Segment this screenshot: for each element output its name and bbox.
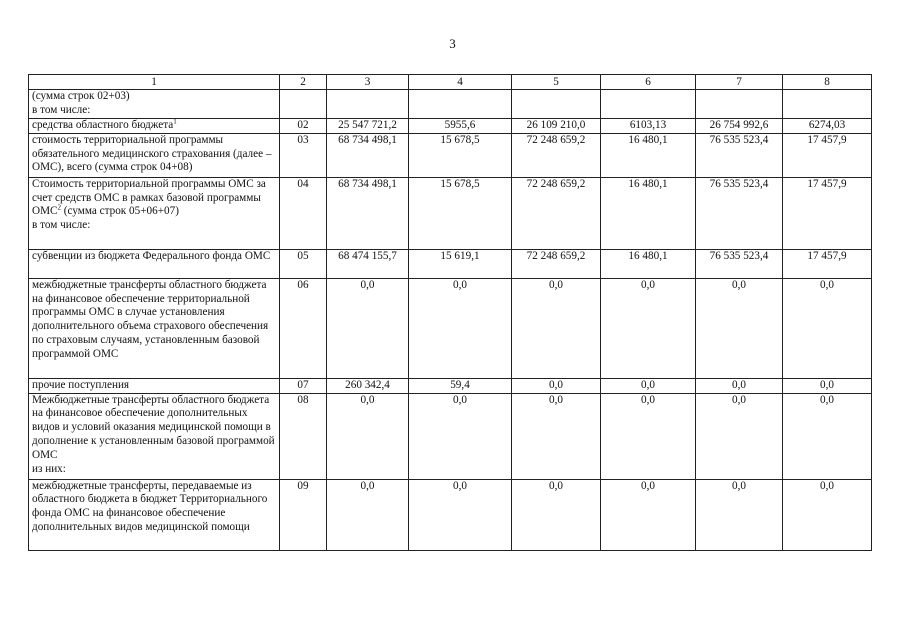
value-cell bbox=[783, 90, 872, 119]
value-cell: 0,0 bbox=[696, 378, 783, 393]
value-cell: 0,0 bbox=[601, 378, 696, 393]
row-label: (сумма строк 02+03) в том числе: bbox=[29, 90, 280, 119]
row-code: 03 bbox=[280, 133, 327, 177]
value-cell: 0,0 bbox=[512, 393, 601, 479]
value-cell: 76 535 523,4 bbox=[696, 249, 783, 278]
value-cell: 0,0 bbox=[696, 393, 783, 479]
table-row bbox=[29, 90, 872, 119]
table-row bbox=[29, 393, 872, 479]
value-cell: 76 535 523,4 bbox=[696, 133, 783, 177]
row-label: межбюджетные трансферты областного бюджета на финансовое обеспечение территориальной программы ОМС в случае установления дополнительного объема страхового обеспечения по страховым случаям, установленным базовой программой ОМС bbox=[29, 278, 280, 378]
header-cell: 4 bbox=[409, 75, 512, 90]
value-cell: 0,0 bbox=[601, 393, 696, 479]
value-cell bbox=[512, 90, 601, 119]
value-cell: 68 734 498,1 bbox=[327, 177, 409, 249]
row-label-text: (сумма строк 05+06+07) в том числе: bbox=[32, 205, 179, 232]
row-label-text: средства областного бюджета bbox=[32, 119, 174, 131]
row-code bbox=[280, 90, 327, 119]
row-code: 07 bbox=[280, 378, 327, 393]
value-cell: 260 342,4 bbox=[327, 378, 409, 393]
row-label bbox=[29, 177, 280, 249]
row-code: 02 bbox=[280, 119, 327, 134]
footnote-mark: 1 bbox=[173, 118, 177, 126]
value-cell bbox=[601, 90, 696, 119]
value-cell: 0,0 bbox=[696, 479, 783, 550]
value-cell: 6103,13 bbox=[601, 119, 696, 134]
value-cell bbox=[327, 90, 409, 119]
value-cell: 17 457,9 bbox=[783, 249, 872, 278]
row-code: 09 bbox=[280, 479, 327, 550]
value-cell: 0,0 bbox=[696, 278, 783, 378]
value-cell: 16 480,1 bbox=[601, 249, 696, 278]
header-cell: 8 bbox=[783, 75, 872, 90]
row-code: 05 bbox=[280, 249, 327, 278]
row-label: субвенции из бюджета Федерального фонда ОМС bbox=[29, 249, 280, 278]
value-cell bbox=[696, 90, 783, 119]
value-cell: 25 547 721,2 bbox=[327, 119, 409, 134]
header-cell: 7 bbox=[696, 75, 783, 90]
value-cell: 26 109 210,0 bbox=[512, 119, 601, 134]
table-row bbox=[29, 378, 872, 393]
row-label: прочие поступления bbox=[29, 378, 280, 393]
value-cell: 72 248 659,2 bbox=[512, 133, 601, 177]
row-label: межбюджетные трансферты, передаваемые из областного бюджета в бюджет Территориального фонда ОМС на финансовое обеспечение дополнительных видов медицинской помощи bbox=[29, 479, 280, 550]
value-cell: 0,0 bbox=[783, 393, 872, 479]
value-cell: 0,0 bbox=[409, 393, 512, 479]
value-cell bbox=[409, 90, 512, 119]
value-cell: 5955,6 bbox=[409, 119, 512, 134]
value-cell: 15 678,5 bbox=[409, 133, 512, 177]
table-row bbox=[29, 479, 872, 550]
value-cell: 0,0 bbox=[601, 479, 696, 550]
value-cell: 72 248 659,2 bbox=[512, 249, 601, 278]
row-code: 08 bbox=[280, 393, 327, 479]
row-label: стоимость территориальной программы обязательного медицинского страхования (далее – ОМС), всего (сумма строк 04+08) bbox=[29, 133, 280, 177]
header-cell: 6 bbox=[601, 75, 696, 90]
table-row bbox=[29, 133, 872, 177]
table-row bbox=[29, 119, 872, 134]
value-cell: 16 480,1 bbox=[601, 133, 696, 177]
row-label bbox=[29, 119, 280, 134]
value-cell: 0,0 bbox=[327, 278, 409, 378]
value-cell: 0,0 bbox=[409, 479, 512, 550]
value-cell: 0,0 bbox=[601, 278, 696, 378]
table-row bbox=[29, 278, 872, 378]
value-cell: 59,4 bbox=[409, 378, 512, 393]
header-cell: 1 bbox=[29, 75, 280, 90]
row-code: 04 bbox=[280, 177, 327, 249]
value-cell: 0,0 bbox=[327, 393, 409, 479]
value-cell: 0,0 bbox=[327, 479, 409, 550]
header-row bbox=[29, 75, 872, 90]
table-row bbox=[29, 249, 872, 278]
value-cell: 0,0 bbox=[512, 378, 601, 393]
value-cell: 15 678,5 bbox=[409, 177, 512, 249]
value-cell: 68 734 498,1 bbox=[327, 133, 409, 177]
value-cell: 17 457,9 bbox=[783, 133, 872, 177]
row-label-text: Стоимость территориальной программы ОМС за счет средств ОМС в рамках базовой программы ОМС bbox=[32, 177, 266, 218]
value-cell: 6274,03 bbox=[783, 119, 872, 134]
value-cell: 0,0 bbox=[409, 278, 512, 378]
value-cell: 15 619,1 bbox=[409, 249, 512, 278]
header-cell: 3 bbox=[327, 75, 409, 90]
value-cell: 17 457,9 bbox=[783, 177, 872, 249]
budget-table bbox=[28, 74, 872, 551]
page-number: 3 bbox=[449, 36, 456, 51]
row-code: 06 bbox=[280, 278, 327, 378]
value-cell: 0,0 bbox=[783, 378, 872, 393]
value-cell: 68 474 155,7 bbox=[327, 249, 409, 278]
value-cell: 72 248 659,2 bbox=[512, 177, 601, 249]
row-label: Межбюджетные трансферты областного бюджета на финансовое обеспечение дополнительных видов и условий оказания медицинской помощи в дополнение к установленным базовой программой ОМС из них: bbox=[29, 393, 280, 479]
value-cell: 76 535 523,4 bbox=[696, 177, 783, 249]
value-cell: 16 480,1 bbox=[601, 177, 696, 249]
value-cell: 0,0 bbox=[783, 479, 872, 550]
table-row bbox=[29, 177, 872, 249]
footnote-mark: 2 bbox=[57, 203, 61, 212]
value-cell: 0,0 bbox=[512, 479, 601, 550]
header-cell: 5 bbox=[512, 75, 601, 90]
value-cell: 26 754 992,6 bbox=[696, 119, 783, 134]
header-cell: 2 bbox=[280, 75, 327, 90]
value-cell: 0,0 bbox=[783, 278, 872, 378]
value-cell: 0,0 bbox=[512, 278, 601, 378]
